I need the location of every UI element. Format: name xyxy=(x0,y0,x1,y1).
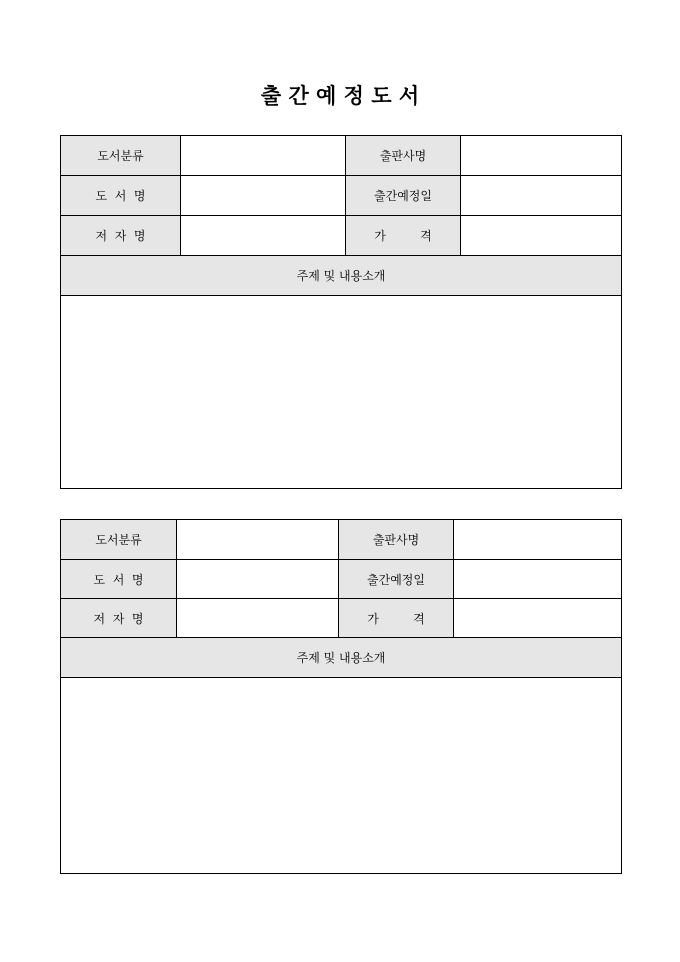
category-field[interactable] xyxy=(181,136,346,176)
category-label: 도서분류 xyxy=(61,520,177,560)
book-title-label: 도 서 명 xyxy=(61,176,181,216)
author-label: 저 자 명 xyxy=(61,599,177,638)
category-field[interactable] xyxy=(177,520,339,560)
publisher-field[interactable] xyxy=(461,136,622,176)
publisher-label: 출판사명 xyxy=(339,520,454,560)
book-form-1 xyxy=(60,135,622,489)
author-label: 저 자 명 xyxy=(61,216,181,256)
summary-label: 주제 및 내용소개 xyxy=(61,256,622,296)
summary-field[interactable] xyxy=(61,296,622,489)
author-field[interactable] xyxy=(181,216,346,256)
book-form-2 xyxy=(60,519,622,874)
release-date-field[interactable] xyxy=(461,176,622,216)
author-field[interactable] xyxy=(177,599,339,638)
release-date-label: 출간예정일 xyxy=(339,560,454,599)
category-label: 도서분류 xyxy=(61,136,181,176)
release-date-label: 출간예정일 xyxy=(346,176,461,216)
book-title-field[interactable] xyxy=(181,176,346,216)
page-title: 출 간 예 정 도 서 xyxy=(260,83,420,108)
price-label: 가 격 xyxy=(339,599,454,638)
summary-label: 주제 및 내용소개 xyxy=(61,638,622,678)
publisher-field[interactable] xyxy=(454,520,622,560)
price-field[interactable] xyxy=(454,599,622,638)
release-date-field[interactable] xyxy=(454,560,622,599)
price-field[interactable] xyxy=(461,216,622,256)
book-title-label: 도 서 명 xyxy=(61,560,177,599)
book-title-field[interactable] xyxy=(177,560,339,599)
price-label: 가 격 xyxy=(346,216,461,256)
summary-field[interactable] xyxy=(61,678,622,874)
publisher-label: 출판사명 xyxy=(346,136,461,176)
